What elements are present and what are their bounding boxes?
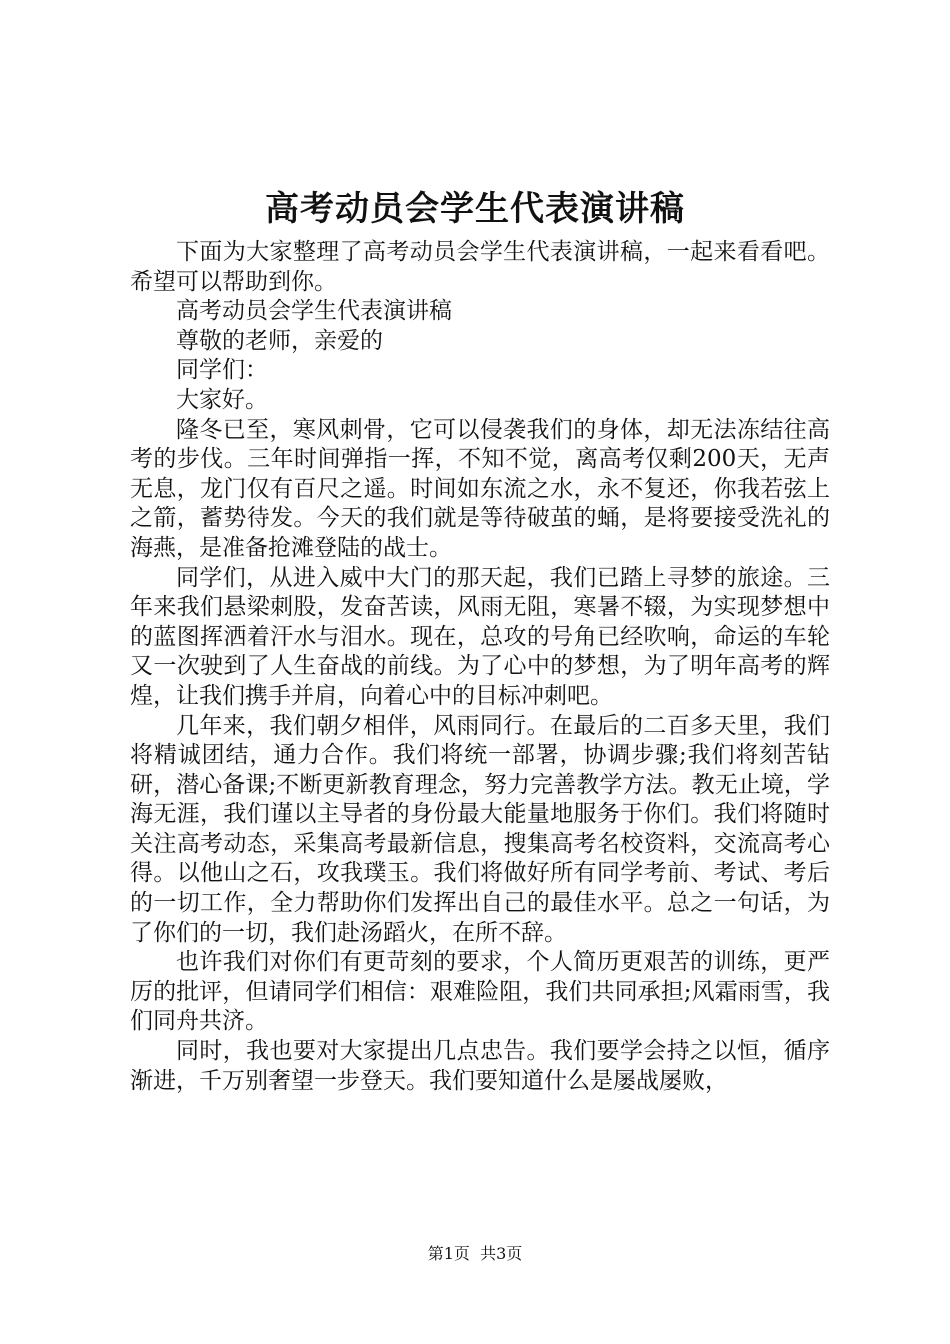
document-title: 高考动员会学生代表演讲稿 xyxy=(265,189,685,229)
paragraph: 几年来，我们朝夕相伴，风雨同行。在最后的二百多天里，我们将精诚团结，通力合作。我们将统一部署，协调步骤;我们将刻苦钻研，潜心备课;不断更新教育理念，努力完善教学方法。教无止境，学海无涯，我们谨以主导者的身份最大能量地服务于你们。我们将随时关注高考动态，采集高考最新信息，搜集高考名校资料，交流高考心得。以他山之石，攻我璞玉。我们将做好所有同学考前、考试、考后的一切工作，全力帮助你们发挥出自己的最佳水平。总之一句话，为了你们的一切，我们赴汤蹈火，在所不辞。 xyxy=(130,712,830,946)
paragraph: 同时，我也要对大家提出几点忠告。我们要学会持之以恒，循序渐进，千万别奢望一步登天。我们要知道什么是屡战屡败， xyxy=(130,1038,830,1094)
page-footer xyxy=(0,1243,950,1265)
paragraph: 同学们： xyxy=(176,357,268,384)
paragraph: 高考动员会学生代表演讲稿 xyxy=(176,298,452,325)
page-number: 第1页 xyxy=(427,1244,470,1263)
document-body xyxy=(130,238,830,1096)
paragraph: 尊敬的老师，亲爱的 xyxy=(176,327,383,354)
page-total: 共3页 xyxy=(480,1244,523,1263)
paragraph: 下面为大家整理了高考动员会学生代表演讲稿，一起来看看吧。希望可以帮助到你。 xyxy=(130,239,830,295)
paragraph: 也许我们对你们有更苛刻的要求，个人简历更艰苦的训练，更严厉的批评，但请同学们相信：艰难险阻，我们共同承担;风霜雨雪，我们同舟共济。 xyxy=(130,949,830,1035)
paragraph: 同学们，从进入威中大门的那天起，我们已踏上寻梦的旅途。三年来我们悬梁刺股，发奋苦读，风雨无阻，寒暑不辍，为实现梦想中的蓝图挥洒着汗水与泪水。现在，总攻的号角已经吹响，命运的车轮又一次驶到了人生奋战的前线。为了心中的梦想，为了明年高考的辉煌，让我们携手并肩，向着心中的目标冲刺吧。 xyxy=(130,564,830,709)
paragraph: 隆冬已至，寒风刺骨，它可以侵袭我们的身体，却无法冻结往高考的步伐。三年时间弹指一挥，不知不觉，离高考仅剩200天，无声无息，龙门仅有百尺之遥。时间如东流之水，永不复还，你我若弦上之箭，蓄势待发。今天的我们就是等待破茧的蛹，是将要接受洗礼的海燕，是准备抢滩登陆的战士。 xyxy=(130,416,830,561)
paragraph: 大家好。 xyxy=(176,386,268,413)
